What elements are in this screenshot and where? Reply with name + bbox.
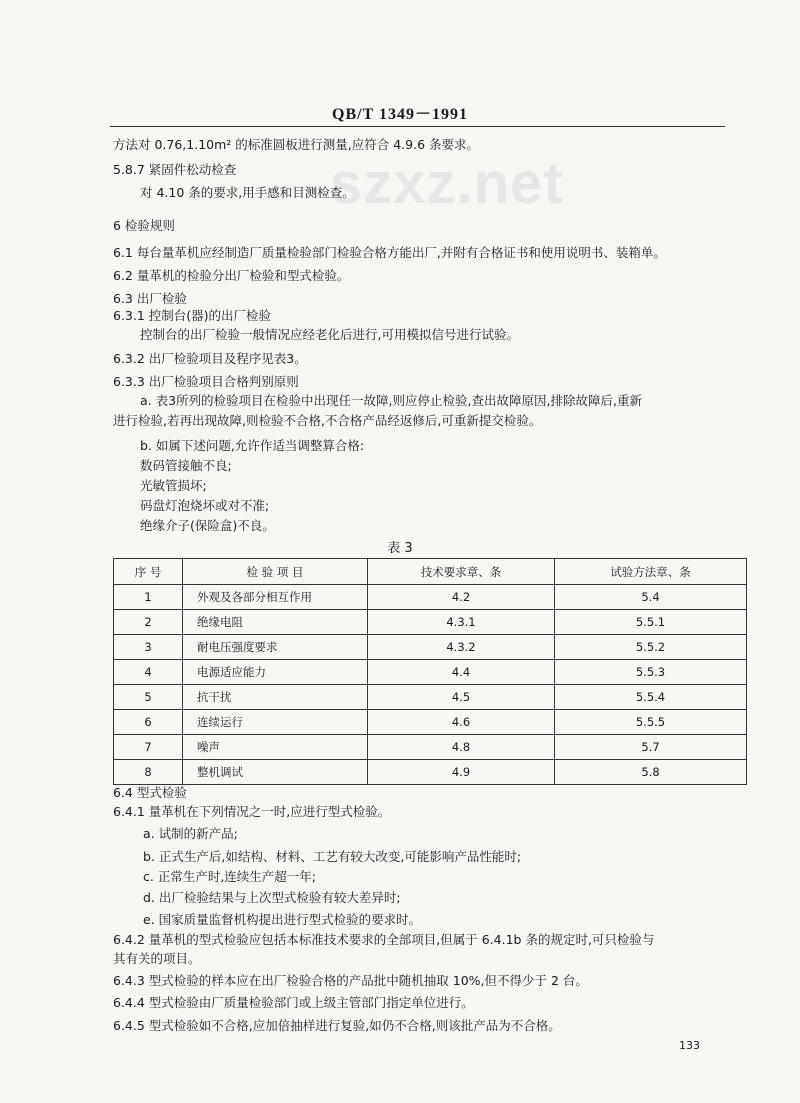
text-line: 5.8.7 紧固件松动检查 (113, 162, 237, 177)
table-row (114, 685, 747, 710)
text-line: 6.3.3 出厂检验项目合格判别原则 (113, 374, 299, 389)
text-line: 码盘灯泡烧坏或对不准; (140, 498, 270, 513)
text-line: 6.4.1 量革机在下列情况之一时,应进行型式检验。 (113, 804, 391, 819)
row-tech-ref: 4.4 (368, 660, 555, 685)
row-tech-ref: 4.9 (368, 760, 555, 785)
row-tech-ref: 4.3.1 (368, 610, 555, 635)
text-line: c. 正常生产时,连续生产超一年; (143, 869, 317, 884)
row-method-ref: 5.5.2 (555, 635, 747, 660)
row-item: 连续运行 (183, 710, 368, 735)
row-item: 外观及各部分相互作用 (183, 585, 368, 610)
row-tech-ref: 4.6 (368, 710, 555, 735)
row-no: 5 (114, 685, 183, 710)
col-header-tech: 技术要求章、条 (368, 559, 555, 585)
row-tech-ref: 4.3.2 (368, 635, 555, 660)
row-method-ref: 5.5.5 (555, 710, 747, 735)
text-line: 6.4.4 型式检验由厂质量检验部门或上级主管部门指定单位进行。 (113, 995, 474, 1010)
row-method-ref: 5.4 (555, 585, 747, 610)
row-no: 4 (114, 660, 183, 685)
text-line: b. 如属下述问题,允许作适当调整算合格: (140, 438, 365, 453)
text-line: 6.3.2 出厂检验项目及程序见表3。 (113, 351, 307, 366)
row-item: 整机调试 (183, 760, 368, 785)
row-method-ref: 5.8 (555, 760, 747, 785)
row-item: 绝缘电阻 (183, 610, 368, 635)
inspection-table (113, 558, 747, 785)
text-line: 6.4 型式检验 (113, 785, 187, 800)
table-header-row (114, 559, 747, 585)
text-line: 6.1 每台量革机应经制造厂质量检验部门检验合格方能出厂,并附有合格证书和使用说明书、装箱单。 (113, 245, 666, 260)
row-item: 耐电压强度要求 (183, 635, 368, 660)
text-line: d. 出厂检验结果与上次型式检验有较大差异时; (143, 890, 401, 905)
col-header-item: 检 验 项 目 (183, 559, 368, 585)
row-method-ref: 5.5.1 (555, 610, 747, 635)
table-row (114, 735, 747, 760)
row-no: 2 (114, 610, 183, 635)
row-no: 3 (114, 635, 183, 660)
row-tech-ref: 4.5 (368, 685, 555, 710)
row-item: 电源适应能力 (183, 660, 368, 685)
text-line: 光敏管损坏; (140, 478, 207, 493)
table-row (114, 635, 747, 660)
text-line: 6.3 出厂检验 (113, 291, 187, 306)
table-row (114, 610, 747, 635)
row-tech-ref: 4.2 (368, 585, 555, 610)
text-line: 对 4.10 条的要求,用手感和目测检查。 (140, 185, 355, 200)
table-row (114, 660, 747, 685)
table-caption: 表 3 (387, 541, 413, 556)
text-line: 6.2 量革机的检验分出厂检验和型式检验。 (113, 268, 350, 283)
text-line: 绝缘介子(保险盒)不良。 (140, 518, 275, 533)
table-row (114, 710, 747, 735)
header-rule (110, 126, 725, 127)
text-line: 6 检验规则 (113, 218, 175, 233)
page-header: QB/T 1349－1991 (332, 106, 468, 123)
row-item: 抗干扰 (183, 685, 368, 710)
text-line: 控制台的出厂检验一般情况应经老化后进行,可用模拟信号进行试验。 (140, 327, 519, 342)
table-row (114, 585, 747, 610)
text-line: e. 国家质量监督机构提出进行型式检验的要求时。 (143, 912, 422, 927)
row-method-ref: 5.7 (555, 735, 747, 760)
text-line: 方法对 0.76,1.10m² 的标准圆板进行测量,应符合 4.9.6 条要求。 (113, 137, 479, 152)
text-line: 6.4.5 型式检验如不合格,应加倍抽样进行复验,如仍不合格,则该批产品为不合格。 (113, 1018, 561, 1033)
watermark: szxz.net (330, 151, 564, 216)
row-no: 8 (114, 760, 183, 785)
row-method-ref: 5.5.4 (555, 685, 747, 710)
text-line: 进行检验,若再出现故障,则检验不合格,不合格产品经返修后,可重新提交检验。 (113, 413, 542, 428)
text-line: 其有关的项目。 (113, 951, 201, 966)
row-no: 6 (114, 710, 183, 735)
page-number: 133 (679, 1039, 700, 1052)
text-line: 6.4.2 量革机的型式检验应包括本标准技术要求的全部项目,但属于 6.4.1b 条的规定时,可只检验与 (113, 932, 655, 947)
text-line: b. 正式生产后,如结构、材料、工艺有较大改变,可能影响产品性能时; (143, 849, 522, 864)
text-line: a. 表3所列的检验项目在检验中出现任一故障,则应停止检验,查出故障原因,排除故障后,重新 (140, 393, 642, 408)
text-line: 6.3.1 控制台(器)的出厂检验 (113, 308, 272, 323)
row-method-ref: 5.5.3 (555, 660, 747, 685)
row-tech-ref: 4.8 (368, 735, 555, 760)
table-row (114, 760, 747, 785)
col-header-method: 试验方法章、条 (555, 559, 747, 585)
col-header-no: 序 号 (114, 559, 183, 585)
row-no: 1 (114, 585, 183, 610)
row-item: 噪声 (183, 735, 368, 760)
text-line: 6.4.3 型式检验的样本应在出厂检验合格的产品批中随机抽取 10%,但不得少于 2 台。 (113, 973, 588, 988)
text-line: 数码管接触不良; (140, 458, 232, 473)
text-line: a. 试制的新产品; (143, 826, 238, 841)
row-no: 7 (114, 735, 183, 760)
